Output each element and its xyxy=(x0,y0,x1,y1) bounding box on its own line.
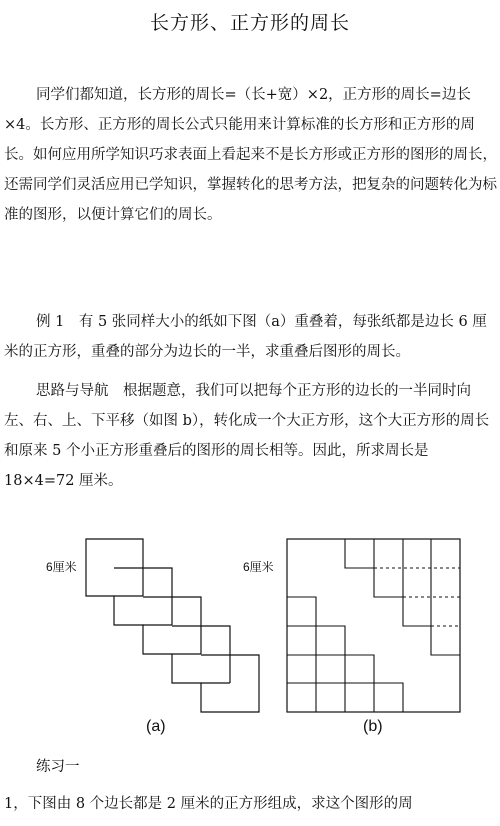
figure-a-dimension-label: 6厘米 xyxy=(46,560,77,574)
figure-b-dimension-label: 6厘米 xyxy=(243,560,274,574)
exercise-1-text: 1，下图由 8 个边长都是 2 厘米的正方形组成，求这个图形的周 xyxy=(4,796,413,812)
figure-a-label: (a) xyxy=(146,718,166,735)
page-title: 长方形、正方形的周长 xyxy=(149,12,350,34)
approach-text: 思路与导航 根据题意，我们可以把每个正方形的边长的一半同时向左、右、上、下平移（如图 b），转化成一个大正方形，这个大正方形的周长和原来 5 个小正方形重叠后的图形的周长相等。因此，所求周长是 18×4=72 厘米。 xyxy=(4,383,490,489)
figure-a xyxy=(86,539,259,712)
figure-b-label: (b) xyxy=(363,718,383,735)
exercise-heading: 练习一 xyxy=(36,759,80,775)
example-1-text: 例 1 有 5 张同样大小的纸如下图（a）重叠着，每张纸都是边长 6 厘米的正方形，重叠的部分为边长的一半，求重叠后图形的周长。 xyxy=(4,314,487,360)
intro-paragraph: 同学们都知道，长方形的周长=（长+宽）×2，正方形的周长=边长×4。长方形、正方形的周长公式只能用来计算标准的长方形和正方形的周长。如何应用所学知识巧求表面上看起来不是长方形或正方形的图形的周长，还需同学们灵活应用已学知识，掌握转化的思考方法，把复杂的问题转化为标准的图形，以便计算它们的周长。 xyxy=(4,87,497,223)
figure-b xyxy=(287,539,460,712)
